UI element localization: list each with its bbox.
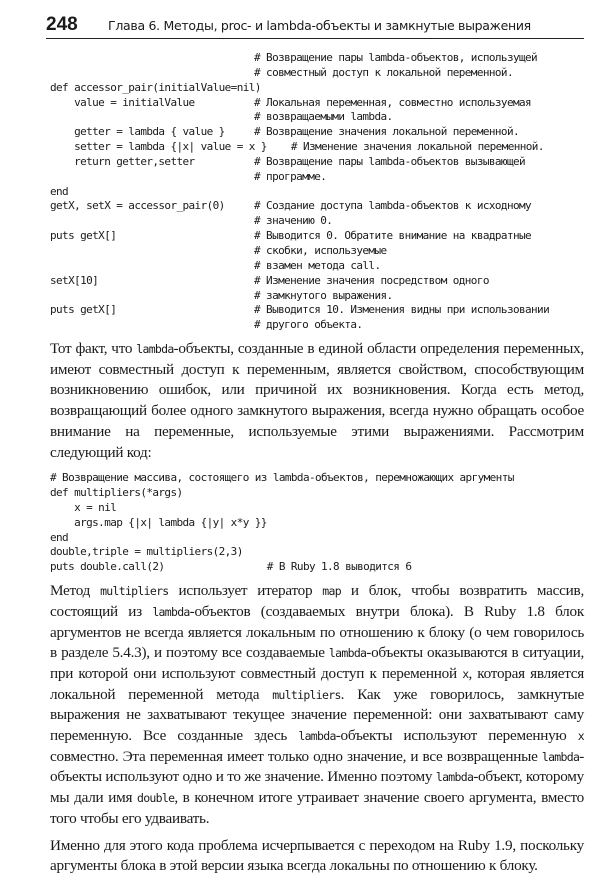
text: Тот факт, что [50, 340, 137, 358]
code-line [50, 303, 584, 318]
code-line: double,triple = multipliers(2,3) [50, 545, 243, 559]
inline-code: lambda [136, 342, 174, 357]
code-line [50, 274, 584, 289]
code-line [50, 140, 584, 155]
code-text: getX, setX = accessor_pair(0) [50, 199, 225, 213]
code-comment: # Возвращение пары lambda-объектов, использущей [254, 51, 538, 64]
page-header [46, 0, 584, 39]
page-number: 248 [46, 14, 78, 35]
code-comment: # замкнутого выражения. [254, 288, 393, 302]
text: -объекты, созданные в единой области определения переменных, имеют совместный доступ к переменным, является свойством, способствующим возникновению ошибок, или причиной их возникновения. Когда есть метод, возвращающий более одного замкнутого выражения, всегда нужно обращать особое внимание на переменные, используемые этими выражениями. Рассмотрим следующий код: [50, 340, 584, 461]
text: совместно. Эта переменная имеет только одно значение, и все возвращенные [50, 747, 542, 765]
code-text: puts getX[] [50, 229, 117, 243]
code-text: getter = lambda { value } [50, 125, 225, 139]
inline-code: x [462, 666, 469, 681]
code-comment: # взамен метода call. [254, 258, 381, 272]
text: -объекты оказываются в ситуации, при которой они используют совместный доступ к переменной [50, 644, 584, 682]
code-comment: # Изменение значения посредством одного [254, 273, 489, 287]
code-line [50, 125, 584, 140]
code-comment: # Возвращение значения локальной переменной. [254, 125, 519, 139]
code-comment: # Выводится 0. Обратите внимание на квадратные [254, 229, 532, 243]
code-line [50, 244, 584, 259]
paragraph-multipliers-explanation [50, 581, 584, 829]
code-line: def multipliers(*args) [50, 486, 183, 500]
code-listing-accessor-pair [50, 51, 584, 333]
code-line [50, 51, 584, 66]
code-line [50, 170, 584, 185]
text: , в конечном итоге утраивает значение своего аргумента, вместо того чтобы его удваивать. [50, 789, 584, 827]
paragraph-shared-variables [50, 339, 584, 463]
code-comment: # другого объекта. [254, 318, 363, 332]
code-line: # Возвращение массива, состоящего из lambda-объектов, перемножающих аргументы [50, 471, 514, 485]
text: -объекты используют переменную [335, 727, 578, 745]
inline-code: map [322, 584, 341, 599]
code-comment: # совместный доступ к локальной переменной. [254, 65, 513, 79]
inline-code: lambda [435, 770, 474, 785]
text: . Как уже говорилось, замкнутые выражения не захватывают текущее значение переменной: они захватывают саму переменную. Все созданные здесь [50, 685, 584, 745]
code-line [50, 110, 584, 125]
inline-code: multipliers [100, 584, 169, 599]
code-line: x = nil [50, 500, 117, 514]
code-text: end [50, 184, 69, 198]
paragraph-ruby19-note: Именно для этого кода проблема исчерпывается с переходом на Ruby 1.9, поскольку аргументы блока в этой версии языка всегда локальны по отношению к блоку. [50, 836, 584, 875]
inline-code: x [577, 729, 585, 744]
text: , которая является локальной переменной метода [50, 664, 584, 703]
code-line [50, 199, 584, 214]
code-line [50, 289, 584, 304]
code-comment: # программе. [254, 169, 327, 183]
code-text: puts getX[] [50, 303, 117, 317]
code-line [50, 81, 584, 96]
code-comment: # Локальная переменная, совместно используемая [254, 95, 532, 109]
text: -объектов (создаваемых внутри блока). В Ruby 1.8 блок аргументов не всегда является локальным по отношению к блоку (о чем говорилось в разделе 5.4.3), и поэтому все создаваемые [50, 602, 584, 662]
code-line: end [50, 530, 69, 544]
code-comment: # значению 0. [254, 214, 333, 228]
code-comment: # Выводится 10. Изменения видны при использовании [254, 303, 550, 317]
text: -объекты используют одно и то же значение. Именно поэтому [50, 747, 584, 786]
code-line [50, 96, 584, 111]
inline-code: lambda [152, 604, 190, 619]
inline-code: lambda [541, 749, 580, 764]
text: -объект, которому мы дали имя [50, 768, 585, 807]
code-text: setX[10] [50, 273, 99, 287]
code-line [50, 155, 584, 170]
page-body [50, 51, 584, 877]
chapter-title: Глава 6. Методы, proc- и lambda-объекты и замкнутые выражения [108, 18, 531, 33]
code-line [50, 259, 584, 274]
inline-code: lambda [298, 729, 336, 744]
code-line [50, 229, 584, 244]
code-line [50, 318, 584, 333]
code-line [50, 185, 584, 200]
code-comment: # Создание доступа lambda-объектов к исходному [254, 199, 532, 213]
inline-code: lambda [328, 646, 367, 661]
code-comment: # Возвращение пары lambda-объектов вызывающей [254, 154, 526, 168]
code-line: args.map {|x| lambda {|y| x*y }} [50, 515, 267, 529]
text: использует итератор [168, 582, 323, 600]
inline-code: double [136, 791, 175, 806]
code-text: def accessor_pair(initialValue=nil) [50, 80, 261, 94]
inline-code: multipliers [272, 687, 341, 702]
code-line: puts double.call(2) # В Ruby 1.8 выводится 6 [50, 560, 412, 574]
code-text: return getter,setter [50, 154, 195, 168]
code-text: setter = lambda {|x| value = x } # Изменение значения локальной переменной. [50, 140, 544, 154]
code-text: value = initialValue [50, 95, 195, 109]
text: и блок, чтобы возвратить массив, состоящий из [50, 582, 585, 620]
code-line [50, 66, 584, 81]
text: Метод [50, 582, 101, 600]
code-comment: # возвращаемыми lambda. [254, 110, 393, 124]
code-listing-multipliers [50, 471, 584, 575]
code-line [50, 214, 584, 229]
code-comment: # скобки, используемые [254, 243, 387, 257]
